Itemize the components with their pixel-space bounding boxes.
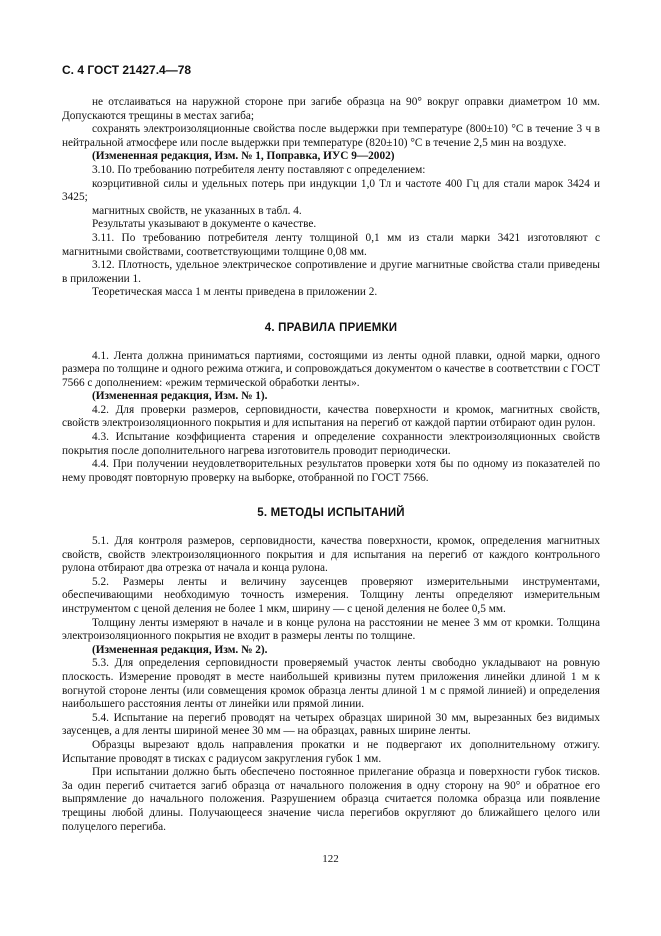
paragraph: 5.3. Для определения серповидности проверяемый участок ленты свободно укладывают на ровную плоскость. Измерение проводят в месте наибольшей кривизны путем приложения линейки длиной 1 м к вогнутой стороне ленты (или совмещения кромок образца ленты длиной 1 м с прямой линией) и определения наибольшего расстояния ленты от линейки или прямой линии.: [62, 657, 600, 711]
paragraph: 3.11. По требованию потребителя ленту толщиной 0,1 мм из стали марки 3421 изготовляют с магнитными свойствами, соответствующими толщине 0,08 мм.: [62, 231, 600, 258]
paragraph: Теоретическая масса 1 м ленты приведена в приложении 2.: [92, 286, 378, 299]
paragraph: 5.2. Размеры ленты и величину заусенцев проверяют измерительными инструментами, обеспечивающими необходимую точность измерения. Толщину ленты определяют измерительным инструментом с ценой деления не более 1 мкм, ширину — с ценой деления не более 0,5 мм.: [62, 575, 600, 615]
page-number: 122: [322, 853, 339, 865]
paragraph: 4.2. Для проверки размеров, серповидности, качества поверхности и кромок, магнитных свойств, свойств электроизоляционного покрытия и для испытания на перегиб от каждой партии отбирают один рулон.: [62, 403, 600, 430]
paragraph: сохранять электроизоляционные свойства после выдержки при температуре (800±10) °С в течение 3 ч в нейтральной атмосфере или после выдержки при температуре (820±10) °С в течение 2,5 мин на воздухе.: [62, 123, 600, 149]
amendment-note: (Измененная редакция, Изм. № 2).: [92, 643, 268, 656]
page-header: С. 4 ГОСТ 21427.4—78: [62, 63, 192, 77]
paragraph: 3.10. По требованию потребителя ленту поставляют с определением:: [92, 163, 426, 176]
paragraph: 5.4. Испытание на перегиб проводят на четырех образцах шириной 30 мм, вырезанных без видимых заусенцев, а для ленты шириной менее 30 мм — на образцах, равных ширине ленты.: [62, 711, 600, 738]
section-heading-test-methods: 5. МЕТОДЫ ИСПЫТАНИЙ: [257, 507, 405, 520]
paragraph: не отслаиваться на наружной стороне при загибе образца на 90° вокруг оправки диаметром 10 мм. Допускаются трещины в местах загиба;: [62, 96, 600, 122]
paragraph: При испытании должно быть обеспечено постоянное прилегание образца и поверхности губок тисков. За один перегиб считается загиб образца от начального положения в одну сторону на 90° и обратное его выпрямление до начального положения. Разрушением образца считается поломка образца или появление трещины любой длины. Получающееся значение числа перегибов округляют до ближайшего целого или полуцелого перегиба.: [62, 766, 600, 833]
paragraph: Результаты указывают в документе о качестве.: [92, 218, 317, 231]
amendment-note: (Измененная редакция, Изм. № 1, Поправка, ИУС 9—2002): [92, 150, 395, 163]
document-body: [62, 96, 600, 834]
paragraph: 4.1. Лента должна приниматься партиями, состоящими из ленты одной плавки, одной марки, одного размера по толщине и одного режима отжига, и сопровождаться документом о качестве в соответствии с ГОСТ 7566 с дополнением: «режим термической обработки ленты».: [62, 349, 600, 389]
amendment-note: (Измененная редакция, Изм. № 1).: [92, 390, 268, 403]
paragraph: 4.3. Испытание коэффициента старения и определение сохранности электроизоляционных свойств покрытия после дополнительного нагрева изготовитель проводит периодически.: [62, 431, 600, 457]
paragraph: коэрцитивной силы и удельных потерь при индукции 1,0 Тл и частоте 400 Гц для стали марок 3424 и 3425;: [62, 177, 600, 204]
paragraph: 5.1. Для контроля размеров, серповидности, качества поверхности, кромок, определения магнитных свойств, свойств электроизоляционного покрытия и для испытания на перегиб от каждого контрольного рулона отбирают два отрезка от начала и конца рулона.: [62, 535, 600, 575]
section-heading-acceptance: 4. ПРАВИЛА ПРИЕМКИ: [264, 321, 398, 334]
paragraph: магнитных свойств, не указанных в табл. 4.: [92, 204, 302, 217]
paragraph: Образцы вырезают вдоль направления прокатки и не подвергают их дополнительному отжигу. Испытание проводят в тисках с радиусом закругления губок 1 мм.: [62, 738, 600, 765]
paragraph: 3.12. Плотность, удельное электрическое сопротивление и другие магнитные свойства стали приведены в приложении 1.: [62, 259, 600, 285]
paragraph: Толщину ленты измеряют в начале и в конце рулона на расстоянии не менее 3 мм от кромки. Толщина электроизоляционного покрытия не входит в размеры ленты по толщине.: [62, 616, 600, 643]
paragraph: 4.4. При получении неудовлетворительных результатов проверки хотя бы по одному из показателей по нему проводят повторную проверку на выборке, отобранной по ГОСТ 7566.: [62, 458, 600, 484]
